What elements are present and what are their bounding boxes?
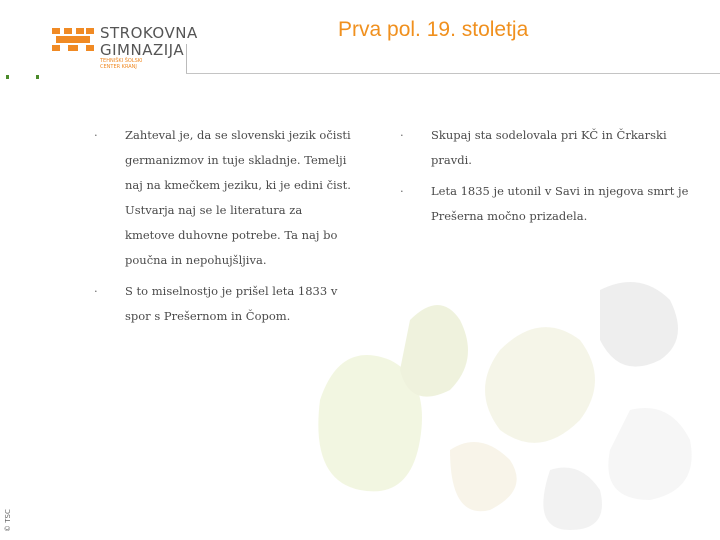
copyright-text: © TSC (4, 509, 12, 532)
list-item-text: Skupaj sta sodelovala pri KČ in Črkarski pravdi. (431, 128, 667, 167)
list-item (94, 279, 354, 329)
logo-text-line1: STROKOVNA (100, 24, 198, 42)
list-item-text: Leta 1835 je utonil v Savi in njegova smrt je Prešerna močno prizadela. (431, 184, 689, 223)
background-illustration (300, 250, 720, 540)
list-item (400, 179, 700, 229)
header-divider-horizontal (186, 73, 720, 74)
slide-title: Prva pol. 19. stoletja (338, 18, 529, 41)
bullet-icon: · (400, 128, 404, 142)
list-item-text: Zahteval je, da se slovenski jezik očisti germanizmov in tuje skladnje. Temelji naj na kmečkem jeziku, ki je edini čist. Ustvarja naj se le literatura za kmetove duhovne potrebe. Ta naj bo poučna in nepohujšljiva. (125, 128, 351, 267)
logo-mark-icon (50, 24, 96, 52)
left-column (94, 123, 354, 335)
school-logo (50, 22, 198, 72)
side-decoration (6, 64, 66, 83)
bullet-icon: · (94, 128, 98, 142)
header-divider-vertical (186, 44, 187, 74)
bullet-icon: · (400, 184, 404, 198)
list-item (94, 123, 354, 273)
logo-text-line3: TEHNIŠKI ŠOLSKI CENTER KRANJ (100, 58, 143, 70)
list-item (400, 123, 700, 173)
list-item-text: S to miselnostjo je prišel leta 1833 v spor s Prešernom in Čopom. (125, 284, 338, 323)
right-column (400, 123, 700, 235)
bullet-icon: · (94, 284, 98, 298)
logo-text-line2: GIMNAZIJA (100, 41, 185, 59)
